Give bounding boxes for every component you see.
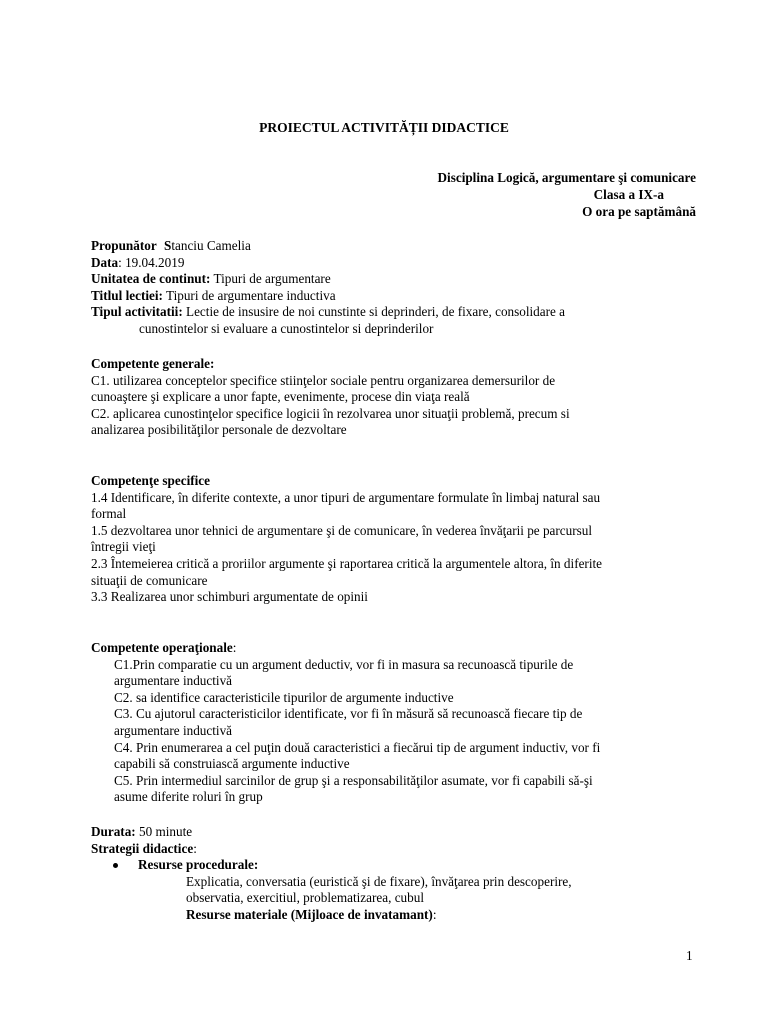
competente-operationale-heading-row [91,640,701,657]
propunator-row [91,238,701,255]
cs-line: 1.4 Identificare, în diferite contexte, a unor tipuri de argumentare formulate în limbaj natural sau [91,489,601,505]
co-line: C5. Prin intermediul sarcinilor de grup şi a responsabilităţilor asumate, vor fi capabili să-şi [114,772,593,788]
cs-line: situaţii de comunicare [91,572,208,588]
competente-operationale-section [91,640,701,806]
strategy-section [91,824,701,924]
competente-specifice-heading: Competenţe specifice [91,473,211,488]
cs-line: 1.5 dezvoltarea unor tehnici de argumentare şi de comunicare, în vederea învăţarii pe parcursul [91,522,593,538]
tipul-label: Tipul activitatii: [91,304,183,320]
hours-line: O ora pe saptămână [582,204,696,219]
competente-specifice-section [91,473,701,606]
unitatea-row [91,271,701,288]
data-row [91,255,701,272]
document-title: PROIECTUL ACTIVITĂȚII DIDACTICE [259,120,509,135]
resurse-procedurale-line: Explicatia, conversatia (euristică şi de fixare), învăţarea prin descoperire, [186,873,572,889]
unitatea-label: Unitatea de continut: [91,271,211,287]
bullet-icon [113,863,118,868]
page-number: 1 [686,948,693,963]
resurse-materiale-row [91,907,701,924]
durata-label: Durata: [91,824,136,839]
competente-operationale-colon: : [232,640,237,655]
tipul-value-2: cunostintelor si evaluare a cunostintelor si deprinderilor [139,320,434,336]
propunator-label: Propunător [91,238,157,253]
cs-line: formal [91,506,127,522]
resurse-procedurale-item [91,857,701,874]
co-line: C1.Prin comparatie cu un argument deductiv, vor fi in masura sa recunoască tipurile de [114,656,574,672]
resurse-procedurale-line: observatia, exercitiul, problematizarea, cubul [186,890,424,906]
cs-line: 2.3 Întemeierea critică a proriilor argumente şi raportarea critică la argumentele altora, în diferite [91,555,603,571]
cg-line: C1. utilizarea conceptelor specifice stiinţelor sociale pentru organizarea demersurilor de [91,372,556,388]
resurse-materiale-colon: : [432,906,437,922]
cg-line: C2. aplicarea cunostinţelor specifice logicii în rezolvarea unor situaţii problemă, precum si [91,405,570,421]
resurse-procedurale-label: Resurse procedurale: [138,857,259,873]
tipul-row [91,304,701,321]
resurse-materiale-label: Resurse materiale (Mijloace de invatamant) [186,906,433,922]
titlul-value: Tipuri de argumentare inductiva [162,287,336,303]
co-line: C3. Cu ajutorul caracteristicilor identificate, vor fi în măsură să recunoască fiecare tip de [114,706,583,722]
titlul-label: Titlul lectiei: [91,287,163,303]
titlul-row [91,288,701,305]
tipul-value-1: Lectie de insusire de noi cunstinte si deprinderi, de fixare, consolidare a [182,304,566,320]
propunator-initial: S [164,238,172,253]
propunator-value: tanciu Camelia [171,238,251,253]
cs-line: întregii vieţi [91,539,156,555]
discipline-line: Disciplina Logică, argumentare şi comunicare [437,170,696,185]
competente-generale-section [91,356,701,439]
co-line: C2. sa identifice caracteristicile tipurilor de argumente inductive [114,689,454,705]
cg-line: analizarea posibilităţilor personale de dezvoltare [91,422,347,438]
strategii-colon: : [193,840,197,856]
competente-generale-heading: Competente generale: [91,356,215,371]
durata-row [91,824,701,841]
co-line: capabili să construiască argumente inductive [114,756,350,772]
strategii-label: Strategii didactice [91,840,194,856]
strategii-row [91,841,701,858]
unitatea-value: Tipuri de argumentare [210,271,331,287]
cg-line: cunoaştere şi explicare a unor fapte, evenimente, procese din viaţa reală [91,389,470,405]
lesson-info [91,238,701,338]
data-label: Data [91,254,119,270]
co-line: argumentare inductivă [114,673,233,689]
durata-value: 50 minute [135,824,193,839]
cs-line: 3.3 Realizarea unor schimburi argumentate de opinii [91,589,368,605]
competente-operationale-heading: Competente operaţionale [91,640,233,655]
co-line: C4. Prin enumerarea a cel puţin două caracteristici a fiecărui tip de argument inductiv, vor fi [114,739,601,755]
data-value: : 19.04.2019 [118,254,185,270]
class-line: Clasa a IX-a [593,187,664,202]
co-line: argumentare inductivă [114,722,233,738]
co-line: asume diferite roluri în grup [114,789,263,805]
